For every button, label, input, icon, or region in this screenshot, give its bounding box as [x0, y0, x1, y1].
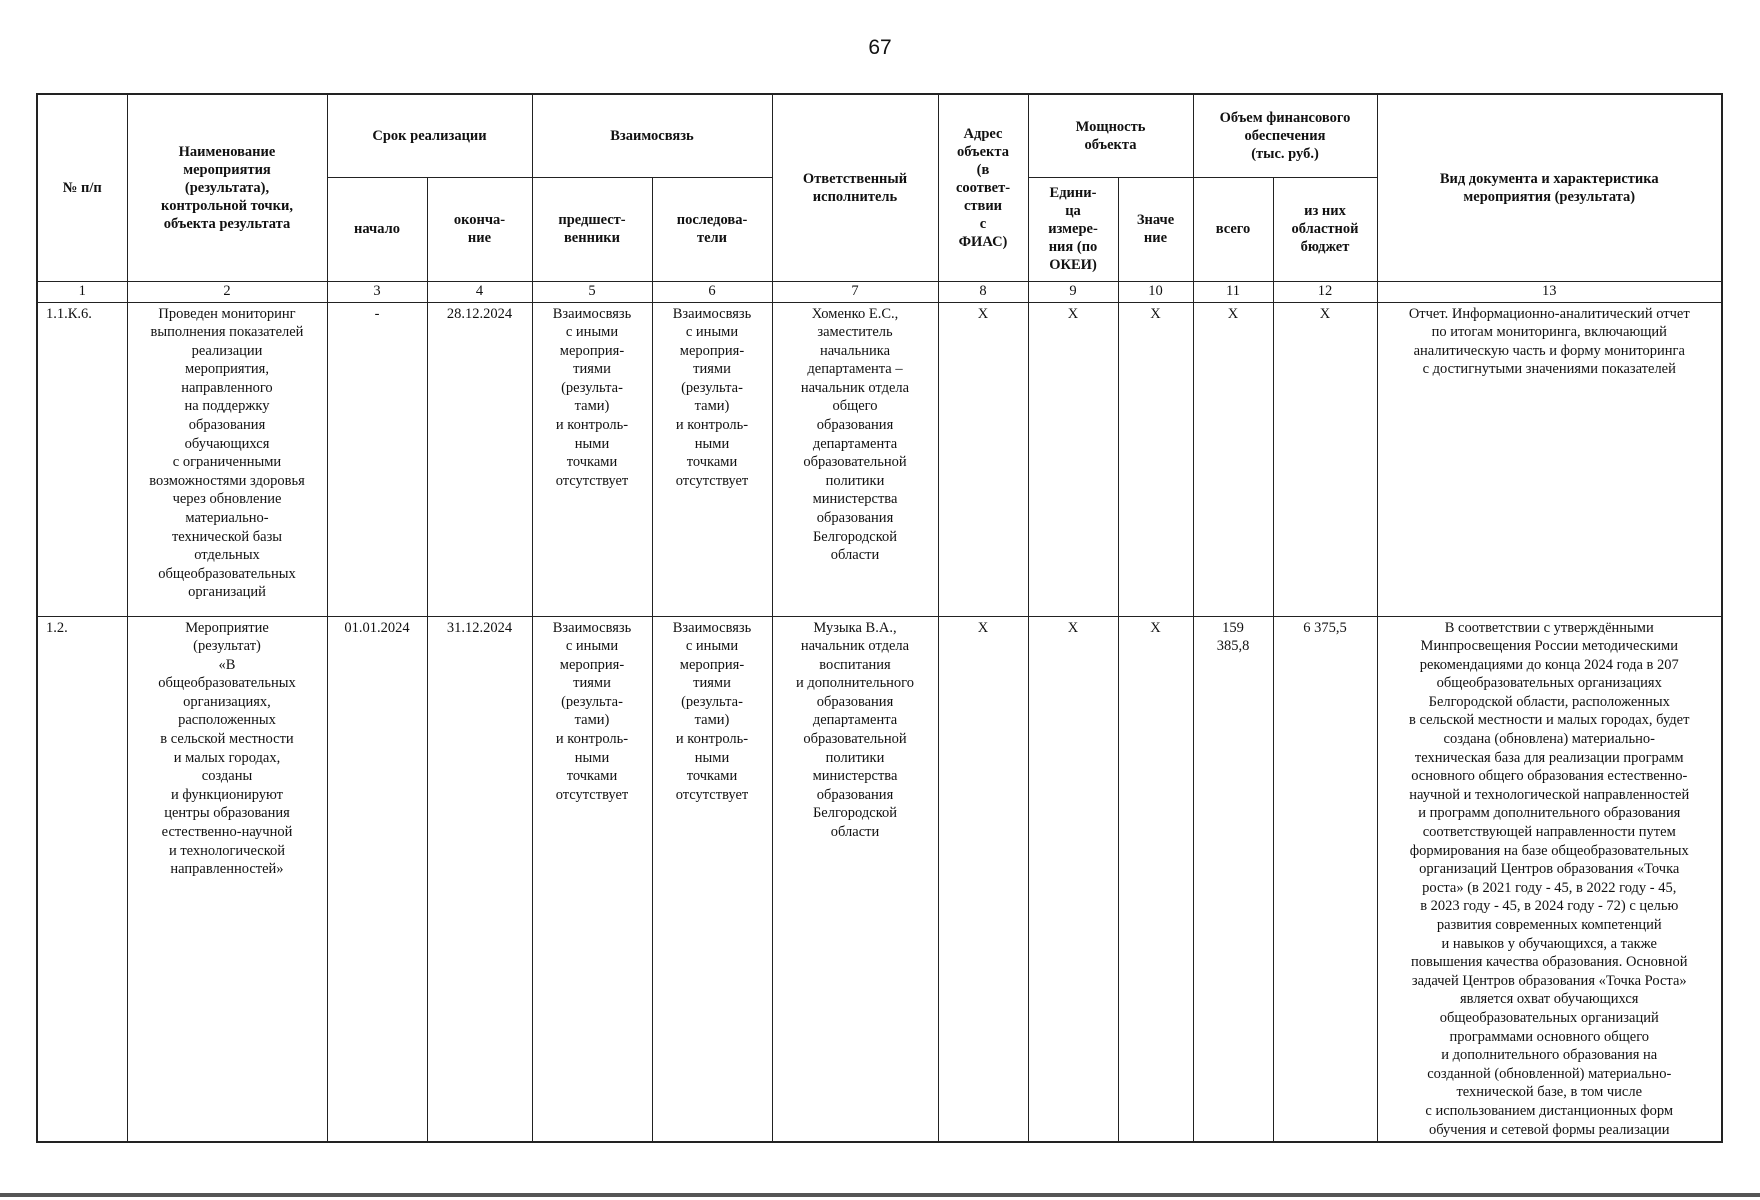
- row-value: Х: [1118, 616, 1193, 1142]
- header-capacity: Мощность объекта: [1028, 94, 1193, 177]
- column-number: 6: [652, 281, 772, 302]
- column-number: 4: [427, 281, 532, 302]
- row-regional: Х: [1273, 302, 1377, 616]
- row-num: 1.1.К.6.: [37, 302, 127, 616]
- header-row-1: [37, 94, 1722, 177]
- header-regional: из них областной бюджет: [1273, 177, 1377, 281]
- row-unit: Х: [1028, 616, 1118, 1142]
- header-unit: Едини- ца измере- ния (по ОКЕИ): [1028, 177, 1118, 281]
- row-start: 01.01.2024: [327, 616, 427, 1142]
- header-total: всего: [1193, 177, 1273, 281]
- row-total: Х: [1193, 302, 1273, 616]
- row-end: 28.12.2024: [427, 302, 532, 616]
- header-period: Срок реализации: [327, 94, 532, 177]
- row-name: Проведен мониторинг выполнения показателей реализации мероприятия, направленного на поддержку образования обучающихся с ограниченными возможностями здоровья через обновление материально- технической базы отдельных общеобразовательных организаций: [127, 302, 327, 616]
- table-row: [37, 302, 1722, 616]
- page-number: 67: [868, 36, 892, 59]
- row-doc-type: Отчет. Информационно-аналитический отчет по итогам мониторинга, включающий аналитическую часть и форму мониторинга с достигнутыми значениями показателей: [1377, 302, 1722, 616]
- row-regional: 6 375,5: [1273, 616, 1377, 1142]
- column-number: 9: [1028, 281, 1118, 302]
- column-number: 1: [37, 281, 127, 302]
- scan-edge-line: [0, 1193, 1760, 1197]
- row-address: Х: [938, 616, 1028, 1142]
- header-finance: Объем финансового обеспечения (тыс. руб.): [1193, 94, 1377, 177]
- header-start: начало: [327, 177, 427, 281]
- row-num: 1.2.: [37, 616, 127, 1142]
- column-number: 12: [1273, 281, 1377, 302]
- row-address: Х: [938, 302, 1028, 616]
- column-number: 5: [532, 281, 652, 302]
- activity-plan-table: [36, 93, 1723, 1143]
- row-doc-type: В соответствии с утверждёнными Минпросвещения России методическими рекомендациями до конца 2024 года в 207 общеобразовательных организациях Белгородской области, расположенных в сельской местности и малых городах, будет создана (обновлена) материально- техническая база для реализации программ основного общего образования естественно- научной и технологической направленностей и программ дополнительного образования соответствующей направленности путем формирования на базе общеобразовательных организаций Центров образования «Точка роста» (в 2021 году - 45, в 2022 году - 45, в 2023 году - 45, в 2024 году - 72) с целью развития современных компетенций и навыков у обучающихся, а также повышения качества образования. Основной задачей Центров образования «Точка Роста» является охват обучающихся общеобразовательных организаций программами основного общего и дополнительного образования на созданной (обновленной) материально- технической базе, в том числе с использованием дистанционных форм обучения и сетевой формы реализации: [1377, 616, 1722, 1142]
- column-number: 2: [127, 281, 327, 302]
- row-pred: Взаимосвязь с иными мероприя- тиями (результа- тами) и контроль- ными точками отсутствует: [532, 302, 652, 616]
- row-name: Мероприятие (результат) «В общеобразовательных организациях, расположенных в сельской местности и малых городах, созданы и функционируют центры образования естественно-научной и технологической направленностей»: [127, 616, 327, 1142]
- header-pred: предшест- венники: [532, 177, 652, 281]
- column-number-row: [37, 281, 1722, 302]
- header-end: оконча- ние: [427, 177, 532, 281]
- table-row: [37, 616, 1722, 1142]
- column-number: 8: [938, 281, 1028, 302]
- header-succ: последова- тели: [652, 177, 772, 281]
- row-responsible: Музыка В.А., начальник отдела воспитания и дополнительного образования департамента образовательной политики министерства образования Белгородской области: [772, 616, 938, 1142]
- row-value: Х: [1118, 302, 1193, 616]
- row-responsible: Хоменко Е.С., заместитель начальника департамента – начальник отдела общего образования департамента образовательной политики министерства образования Белгородской области: [772, 302, 938, 616]
- row-start: -: [327, 302, 427, 616]
- column-number: 10: [1118, 281, 1193, 302]
- row-end: 31.12.2024: [427, 616, 532, 1142]
- row-succ: Взаимосвязь с иными мероприя- тиями (результа- тами) и контроль- ными точками отсутствует: [652, 616, 772, 1142]
- header-responsible: Ответственный исполнитель: [772, 94, 938, 281]
- row-pred: Взаимосвязь с иными мероприя- тиями (результа- тами) и контроль- ными точками отсутствует: [532, 616, 652, 1142]
- column-number: 13: [1377, 281, 1722, 302]
- row-unit: Х: [1028, 302, 1118, 616]
- header-relation: Взаимосвязь: [532, 94, 772, 177]
- column-number: 3: [327, 281, 427, 302]
- column-number: 7: [772, 281, 938, 302]
- row-total: 159 385,8: [1193, 616, 1273, 1142]
- header-num: № п/п: [37, 94, 127, 281]
- header-name: Наименование мероприятия (результата), контрольной точки, объекта результата: [127, 94, 327, 281]
- column-number: 11: [1193, 281, 1273, 302]
- row-succ: Взаимосвязь с иными мероприя- тиями (результа- тами) и контроль- ными точками отсутствует: [652, 302, 772, 616]
- header-doc-type: Вид документа и характеристика мероприятия (результата): [1377, 94, 1722, 281]
- header-address: Адрес объекта (в соответ- ствии с ФИАС): [938, 94, 1028, 281]
- header-value: Значе ние: [1118, 177, 1193, 281]
